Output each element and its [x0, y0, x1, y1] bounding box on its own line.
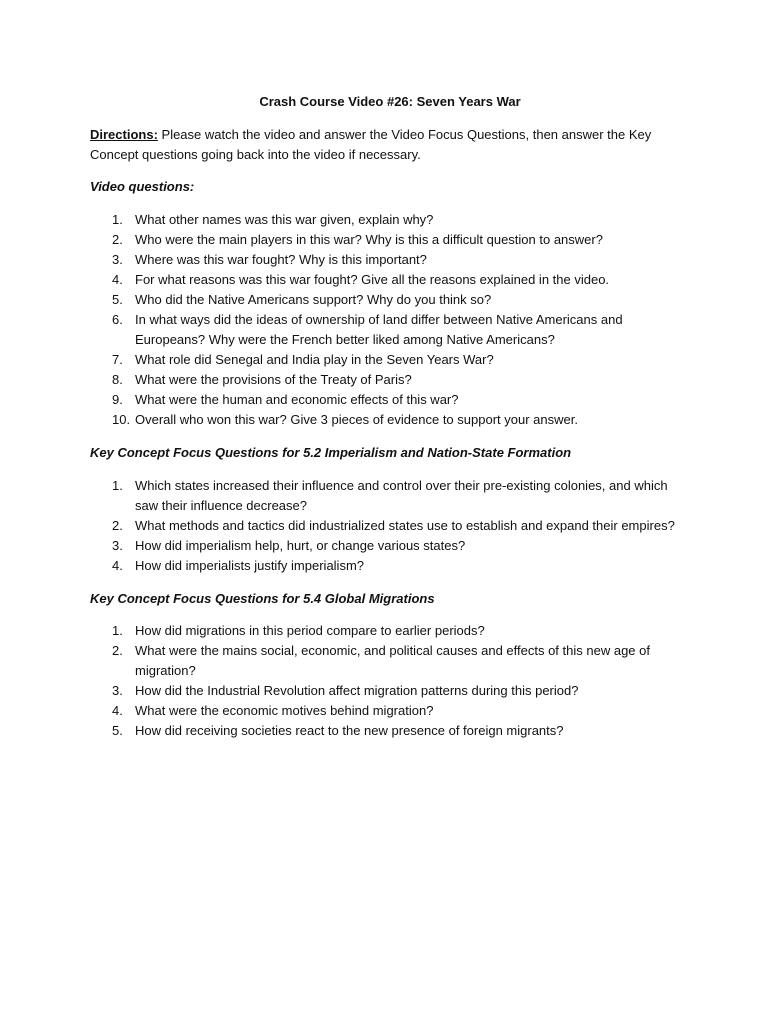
key-concept-54-list [90, 621, 686, 741]
item-number: 3. [112, 252, 123, 267]
list-item [90, 230, 686, 250]
item-text: For what reasons was this war fought? Give all the reasons explained in the video. [135, 272, 610, 287]
item-number: 2. [112, 232, 123, 247]
list-item [90, 621, 686, 641]
list-item [90, 310, 686, 350]
list-item [90, 350, 686, 370]
item-number: 5. [112, 292, 123, 307]
item-number: 3. [112, 538, 123, 553]
list-item [90, 701, 686, 721]
item-number: 4. [112, 558, 123, 573]
document-title: Crash Course Video #26: Seven Years War [259, 94, 521, 109]
item-text: What other names was this war given, explain why? [135, 212, 434, 227]
item-number: 2. [112, 518, 123, 533]
list-item [90, 476, 686, 516]
item-text: Who did the Native Americans support? Why do you think so? [135, 292, 492, 307]
item-number: 6. [112, 312, 123, 327]
list-item [90, 270, 686, 290]
item-number: 8. [112, 372, 123, 387]
document-page [90, 0, 690, 1024]
item-text: Overall who won this war? Give 3 pieces of evidence to support your answer. [135, 412, 578, 427]
item-number: 5. [112, 723, 123, 738]
item-number: 3. [112, 683, 123, 698]
list-item [90, 410, 686, 430]
item-text: How did imperialists justify imperialism? [135, 558, 365, 573]
item-text: How did the Industrial Revolution affect migration patterns during this period? [135, 683, 579, 698]
item-number: 4. [112, 703, 123, 718]
list-item [90, 250, 686, 270]
list-item [90, 370, 686, 390]
item-text: Which states increased their influence and control over their pre-existing colonies, and which saw their influence decrease? [135, 478, 668, 513]
item-number: 2. [112, 643, 123, 658]
list-item [90, 556, 686, 576]
list-item [90, 516, 686, 536]
list-item [90, 210, 686, 230]
directions-text: Please watch the video and answer the Video Focus Questions, then answer the Key Concept questions going back into the video if necessary. [90, 127, 652, 162]
item-number: 7. [112, 352, 123, 367]
item-number: 1. [112, 212, 123, 227]
list-item [90, 721, 686, 741]
item-number: 1. [112, 623, 123, 638]
list-item [90, 641, 686, 681]
video-questions-list [90, 210, 686, 430]
key-concept-52-heading: Key Concept Focus Questions for 5.2 Imperialism and Nation-State Formation [90, 445, 572, 460]
key-concept-54-heading: Key Concept Focus Questions for 5.4 Global Migrations [90, 591, 435, 606]
directions-label: Directions: [90, 127, 158, 142]
list-item [90, 390, 686, 410]
directions-paragraph [90, 125, 686, 165]
item-number: 9. [112, 392, 123, 407]
item-text: Where was this war fought? Why is this important? [135, 252, 427, 267]
video-questions-heading: Video questions: [90, 179, 195, 194]
item-number: 10. [112, 412, 131, 427]
item-text: What were the provisions of the Treaty of Paris? [135, 372, 412, 387]
item-text: In what ways did the ideas of ownership of land differ between Native Americans and Europeans? Why were the French better liked among Native Americans? [135, 312, 623, 347]
item-text: How did imperialism help, hurt, or change various states? [135, 538, 466, 553]
item-text: How did receiving societies react to the new presence of foreign migrants? [135, 723, 564, 738]
list-item [90, 290, 686, 310]
list-item [90, 681, 686, 701]
item-text: What methods and tactics did industrialized states use to establish and expand their empires? [135, 518, 675, 533]
item-number: 1. [112, 478, 123, 493]
list-item [90, 536, 686, 556]
item-text: What role did Senegal and India play in the Seven Years War? [135, 352, 494, 367]
item-text: Who were the main players in this war? Why is this a difficult question to answer? [135, 232, 603, 247]
item-text: What were the human and economic effects of this war? [135, 392, 459, 407]
item-text: What were the economic motives behind migration? [135, 703, 434, 718]
item-text: How did migrations in this period compare to earlier periods? [135, 623, 485, 638]
item-number: 4. [112, 272, 123, 287]
item-text: What were the mains social, economic, and political causes and effects of this new age of migration? [135, 643, 650, 678]
key-concept-52-list [90, 476, 686, 576]
